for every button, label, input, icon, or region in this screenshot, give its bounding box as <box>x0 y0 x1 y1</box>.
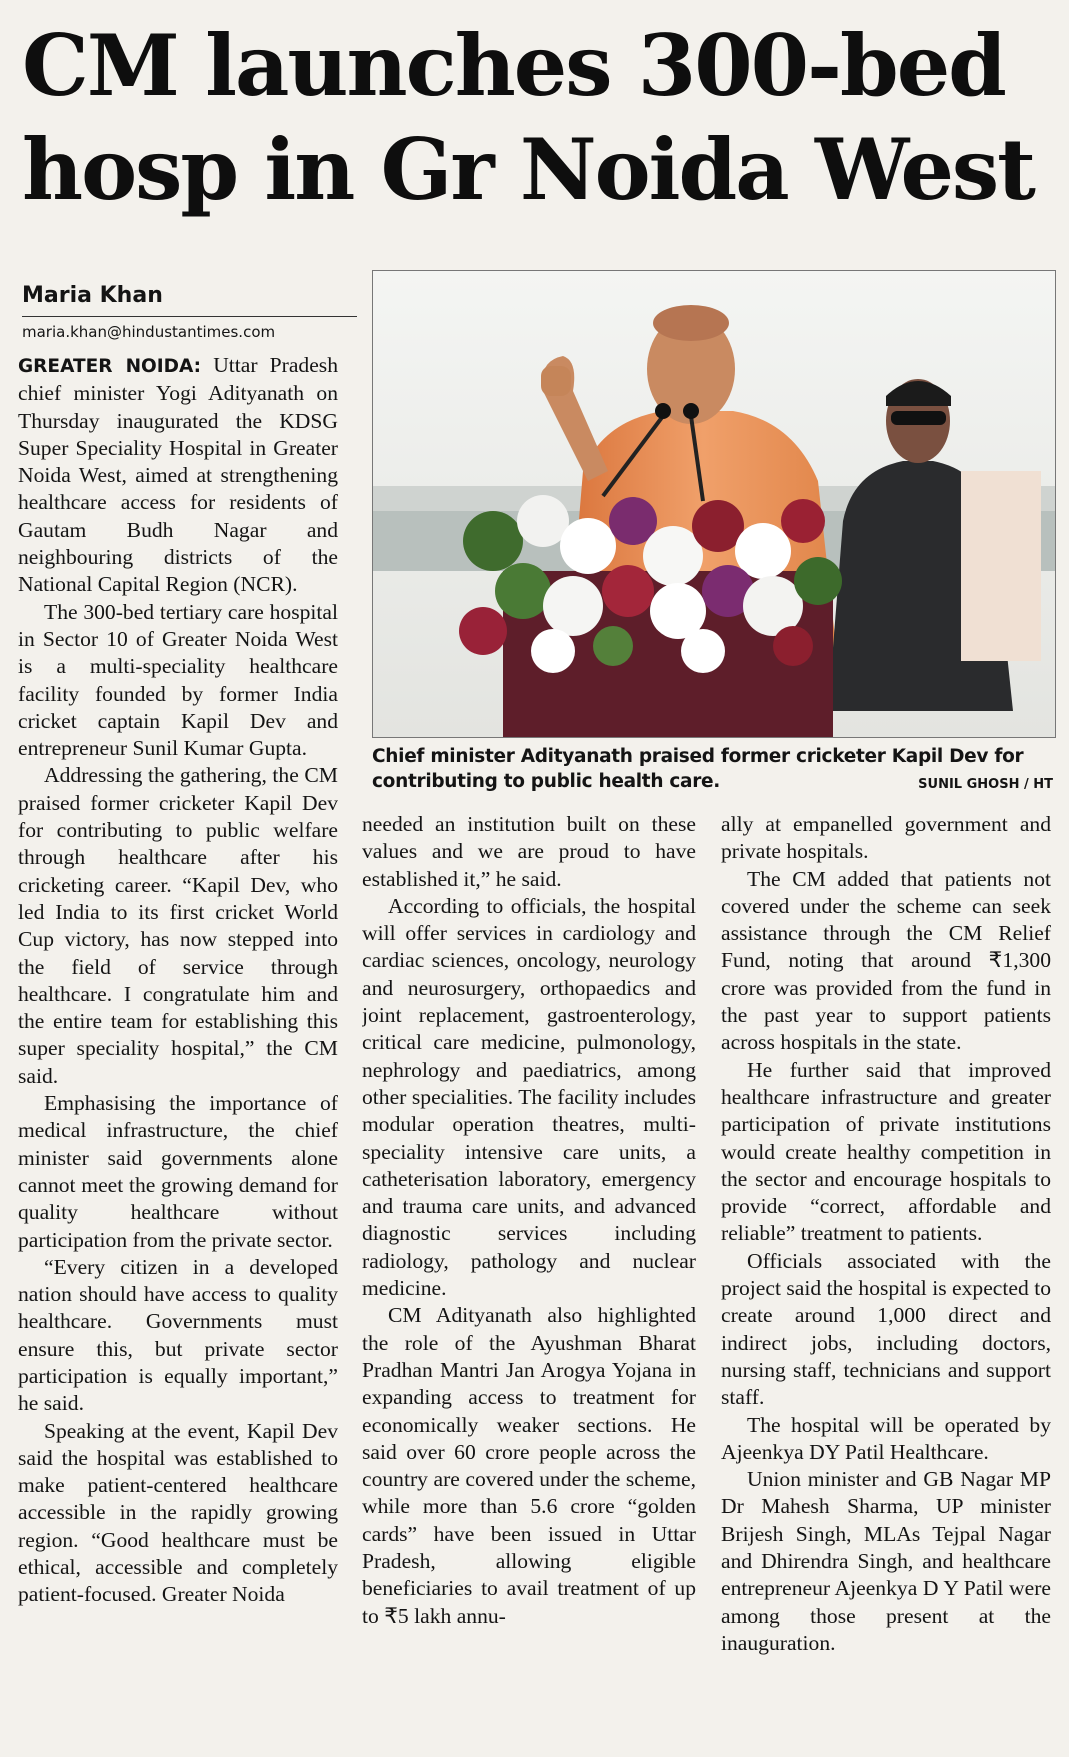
article-paragraph: GREATER NOIDA: Uttar Pradesh chief minister Yogi Adityanath on Thursday inaugurated the KDSG Super Speciality Hospital in Greater Noida West, aimed at strengthening healthcare access for residents of Gautam Budh Nagar and neighbouring districts of the National Capital Region (NCR). <box>18 353 338 597</box>
headline-line-2: hosp in Gr Noida West <box>22 120 1034 219</box>
article-paragraph: Union minister and GB Nagar MP Dr Mahesh Sharma, UP minister Brijesh Singh, MLAs Tejpal Nagar and Dhirendra Singh, and healthcare entrepreneur Ajeenkya D Y Patil were among those present at the inauguration. <box>721 1467 1051 1655</box>
article-paragraph: According to officials, the hospital will offer services in cardiology and cardiac sciences, oncology, neurology and neurosurgery, orthopaedics and joint replacement, gastroenterology, critical care medicine, pulmonology, nephrology and paediatrics, among other specialities. The facility includes modular operation theatres, multi-speciality intensive care units, a catheterisation laboratory, emergency and trauma care units, and advanced diagnostic services including radiology, pathology and nuclear medicine. <box>362 893 696 1301</box>
article-paragraph: The 300-bed tertiary care hospital in Sector 10 of Greater Noida West is a multi-speciality healthcare facility founded by former India cricket captain Kapil Dev and entrepreneur Sunil Kumar Gupta. <box>18 599 338 761</box>
photo-illustration <box>373 271 1055 737</box>
byline <box>22 282 357 317</box>
article-paragraph: Speaking at the event, Kapil Dev said the hospital was established to make patient-centered healthcare accessible in the rapidly growing region. “Good healthcare must be ethical, accessible and completely patient-focused. Greater Noida <box>18 1418 338 1607</box>
article-paragraph: CM Adityanath also highlighted the role of the Ayushman Bharat Pradhan Mantri Jan Arogya Yojana in expanding access to treatment for economically weaker sections. He said over 60 crore people across the country are covered under the scheme, while more than 5.6 crore “golden cards” have been issued in Uttar Pradesh, allowing eligible beneficiaries to avail treatment of up to ₹5 lakh annu- <box>362 1303 696 1628</box>
headline-line-1: CM launches 300-bed <box>22 16 1005 115</box>
photo-caption: Chief minister Adityanath praised former cricketer Kapil Dev for contributing to public health care. <box>372 746 1024 792</box>
article-paragraph: Emphasising the importance of medical infrastructure, the chief minister said governments alone cannot meet the growing demand for quality healthcare without participation from the private sector. <box>18 1091 338 1252</box>
article-paragraph: Addressing the gathering, the CM praised former cricketer Kapil Dev for contributing to public welfare through healthcare after his cricketing career. “Kapil Dev, who led India to its first cricket World Cup victory, has now stepped into the field of service through healthcare. I congratulate him and the entire team for establishing this super speciality hospital,” the CM said. <box>18 763 338 1088</box>
article-paragraph: needed an institution built on these values and we are proud to have established it,” he said. <box>362 812 696 891</box>
news-photo <box>372 270 1056 738</box>
photo-credit: SUNIL GHOSH / HT <box>918 777 1053 792</box>
article-column-1 <box>18 352 338 1744</box>
article-paragraph: He further said that improved healthcare infrastructure and greater participation of private institutions would create healthy competition in the sector and encourage hospitals to provide “correct, affordable and reliable” treatment to patients. <box>721 1057 1051 1246</box>
article-column-2 <box>362 811 696 1744</box>
article-column-3 <box>721 811 1051 1744</box>
dateline: GREATER NOIDA: <box>18 356 202 377</box>
author-email: maria.khan@hindustantimes.com <box>22 323 276 341</box>
author-name: Maria Khan <box>22 283 163 308</box>
article-paragraph: “Every citizen in a developed nation should have access to quality healthcare. Governments must ensure this, but private sector participation is equally important,” he said. <box>18 1254 338 1416</box>
headline <box>22 14 1052 222</box>
article-paragraph: The hospital will be operated by Ajeenkya DY Patil Healthcare. <box>721 1412 1051 1464</box>
article-paragraph: The CM added that patients not covered under the scheme can seek assistance through the CM Relief Fund, noting that around ₹1,300 crore was provided from the fund in the past year to support patients across hospitals in the state. <box>721 866 1051 1055</box>
article-paragraph: ally at empanelled government and private hospitals. <box>721 812 1051 864</box>
article-paragraph: Officials associated with the project said the hospital is expected to create around 1,000 direct and indirect jobs, including doctors, nursing staff, technicians and support staff. <box>721 1248 1051 1410</box>
